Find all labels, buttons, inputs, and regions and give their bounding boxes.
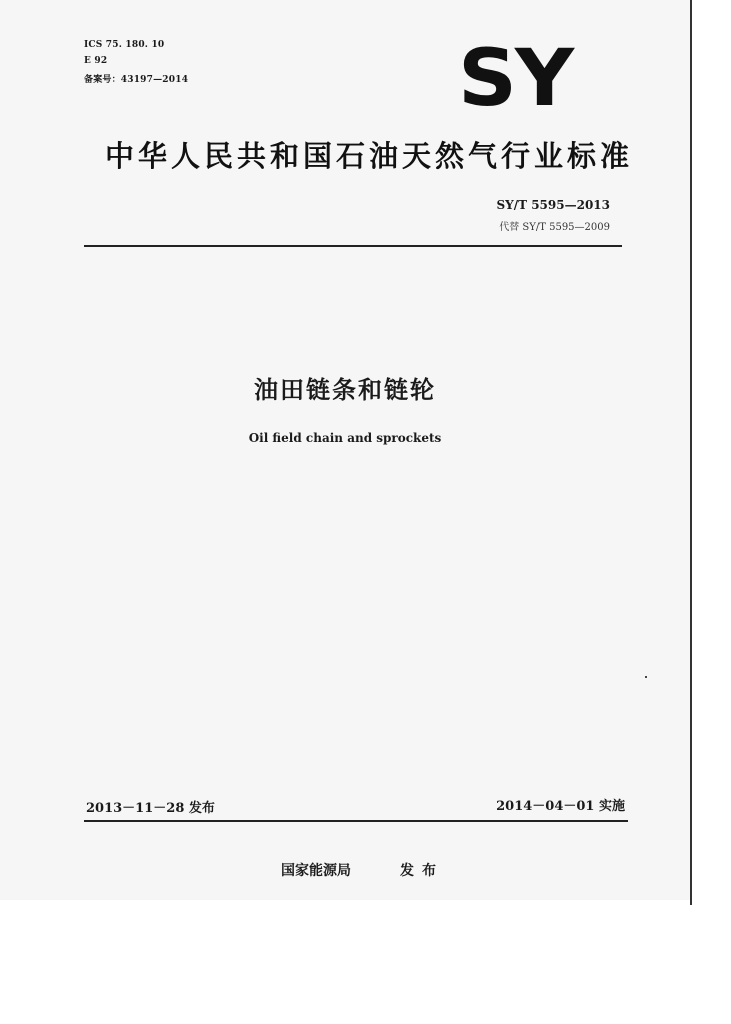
scan-speck	[645, 676, 647, 678]
filing-number: 备案号：43197—2014	[84, 75, 189, 85]
standard-number: SY/T 5595—2013	[496, 198, 610, 212]
ics-code: ICS 75. 180. 10	[84, 40, 165, 50]
implementation-date: 2014－04－01 实施	[496, 799, 625, 814]
standard-category-title: 中华人民共和国石油天然气行业标准	[105, 139, 634, 173]
header-divider	[84, 245, 622, 247]
sy-logo: SY	[458, 34, 573, 124]
document-title-english: Oil field chain and sprockets	[248, 431, 442, 445]
issue-label: 发布	[400, 863, 444, 879]
document-title-chinese: 油田链条和链轮	[254, 376, 436, 404]
issuing-authority: 国家能源局	[281, 863, 351, 879]
replaced-standard: 代替 SY/T 5595—2009	[499, 222, 610, 233]
issue-date: 2013－11－28 发布	[86, 801, 215, 816]
ccs-code: E 92	[84, 56, 108, 66]
footer-divider	[84, 820, 628, 822]
page-edge-line	[690, 0, 692, 905]
